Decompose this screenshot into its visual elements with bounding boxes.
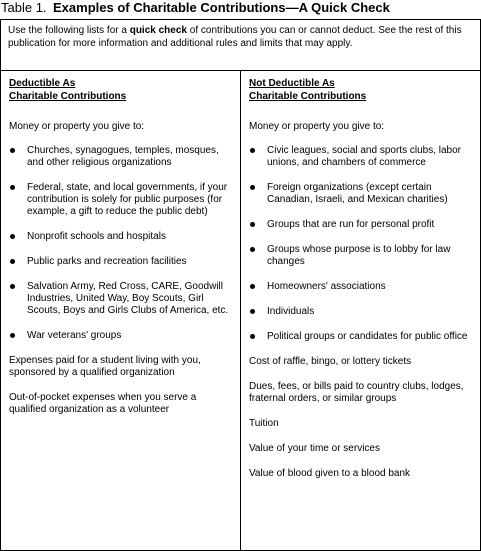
not-deductible-extra: Cost of raffle, bingo, or lottery tickets [249,356,412,367]
not-deductible-heading-line2: Charitable Contributions [249,91,367,102]
column-divider [240,70,241,550]
table-title-row [1,1,390,15]
bullet-icon [10,148,15,153]
intro-before: Use the following lists for a [8,25,130,36]
list-item: Federal, state, and local governments, if your contribution is solely for public purposes (for example, a gift to reduce the public debt) [9,182,235,218]
list-item: Nonprofit schools and hospitals [9,231,235,243]
bullet-icon [250,148,255,153]
list-item: Homeowners' associations [249,281,475,293]
list-item: Public parks and recreation facilities [9,256,235,268]
deductible-heading [9,77,235,103]
table-title: Examples of Charitable Contributions—A Quick Check [53,0,390,15]
deductible-intro: Money or property you give to: [9,121,145,132]
not-deductible-intro: Money or property you give to: [249,121,385,132]
bullet-icon [250,334,255,339]
list-item: Foreign organizations (except certain Canadian, Israeli, and Mexican charities) [249,182,475,206]
list-item: Salvation Army, Red Cross, CARE, Goodwill Industries, United Way, Boy Scouts, Girl Scouts, Boys and Girls Clubs of America, etc. [9,281,235,317]
deductible-heading-line2: Charitable Contributions [9,91,127,102]
table-intro [8,24,473,50]
bullet-icon [250,185,255,190]
not-deductible-extra: Dues, fees, or bills paid to country clubs, lodges, fraternal orders, or similar groups [249,381,464,404]
bullet-icon [250,247,255,252]
not-deductible-column [249,77,475,480]
not-deductible-extra: Tuition [249,418,279,429]
not-deductible-list [249,145,475,343]
not-deductible-heading [249,77,475,103]
list-item: Groups that are run for personal profit [249,219,475,231]
deductible-column [9,77,235,416]
intro-bold: quick check [129,25,187,36]
bullet-icon [10,259,15,264]
bullet-icon [250,222,255,227]
table-label: Table 1. [1,0,47,15]
bullet-icon [10,185,15,190]
list-item: Groups whose purpose is to lobby for law changes [249,244,475,268]
bullet-icon [250,309,255,314]
bullet-icon [250,284,255,289]
deductible-extra: Expenses paid for a student living with you, sponsored by a qualified organization [9,355,201,378]
not-deductible-extra: Value of your time or services [249,443,380,454]
bullet-icon [10,333,15,338]
list-item: War veterans' groups [9,330,235,342]
bullet-icon [10,234,15,239]
list-item: Individuals [249,306,475,318]
table-frame [0,19,481,551]
list-item: Churches, synagogues, temples, mosques, and other religious organizations [9,145,235,169]
deductible-extra: Out-of-pocket expenses when you serve a qualified organization as a volunteer [9,392,197,415]
list-item: Political groups or candidates for public office [249,331,475,343]
bullet-icon [10,284,15,289]
not-deductible-heading-line1: Not Deductible As [249,78,335,89]
deductible-list [9,145,235,342]
intro-after: of contributions you can or cannot deduct. See the rest of this publication for more information and additional rules and limits that may apply. [8,25,462,49]
deductible-heading-line1: Deductible As [9,78,76,89]
list-item: Civic leagues, social and sports clubs, labor unions, and chambers of commerce [249,145,475,169]
not-deductible-extra: Value of blood given to a blood bank [249,468,411,479]
